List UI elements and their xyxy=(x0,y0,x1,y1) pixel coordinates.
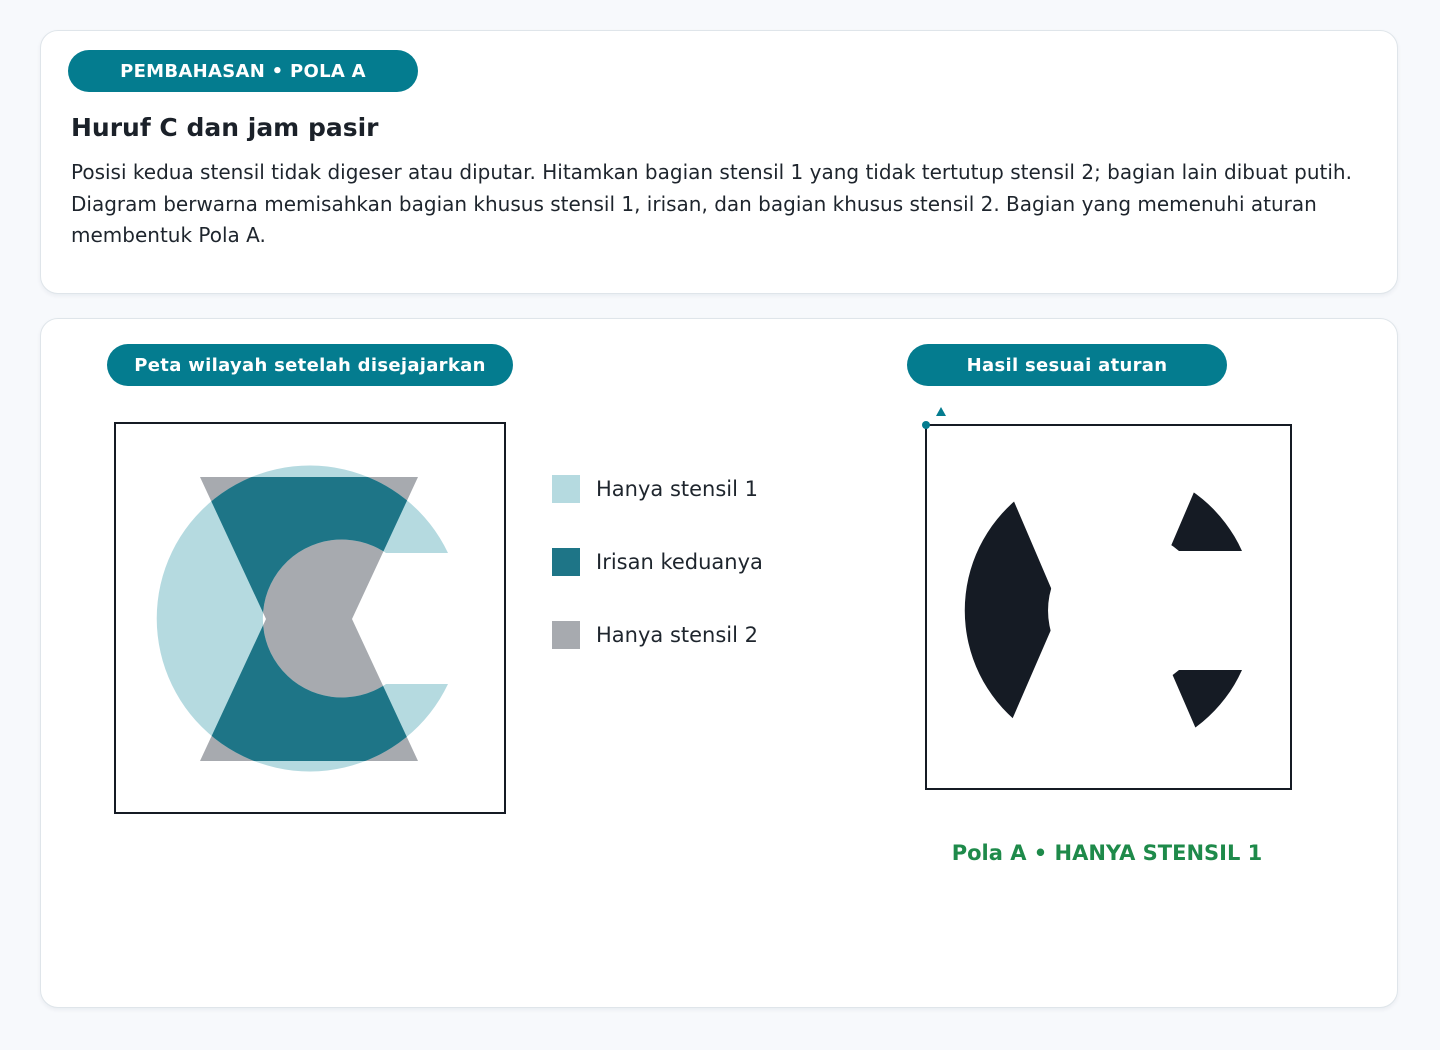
result-pattern xyxy=(919,407,1299,791)
legend-label: Irisan keduanya xyxy=(596,550,763,574)
region-map xyxy=(114,422,508,816)
legend-swatch xyxy=(552,475,580,503)
map-panel-title: Peta wilayah setelah disejajarkan xyxy=(107,344,513,386)
legend-item-stencil-2 xyxy=(552,621,758,649)
section-badge: PEMBAHASAN • POLA A xyxy=(68,50,418,92)
result-panel-title: Hasil sesuai aturan xyxy=(907,344,1227,386)
diagram-card xyxy=(40,318,1398,1008)
legend-swatch xyxy=(552,621,580,649)
corner-marker-arrow xyxy=(936,407,946,416)
legend-item-stencil-1 xyxy=(552,475,758,503)
legend-label: Hanya stensil 1 xyxy=(596,477,758,501)
instruction-text: Posisi kedua stensil tidak digeser atau diputar. Hitamkan bagian stensil 1 yang tidak tertutup stensil 2; bagian lain dibuat putih. Diagram berwarna memisahkan bagian khusus stensil 1, irisan, dan bagian khusus stensil 2. Bagian yang memenuhi aturan membentuk Pola A. xyxy=(71,160,1352,247)
legend-label: Hanya stensil 2 xyxy=(596,623,758,647)
result-caption: Pola A • HANYA STENSIL 1 xyxy=(951,841,1263,865)
legend-swatch xyxy=(552,548,580,576)
page-title: Huruf C dan jam pasir xyxy=(71,113,379,142)
legend-item-intersection xyxy=(552,548,763,576)
intro-card xyxy=(40,30,1398,294)
corner-marker-dot xyxy=(922,421,930,429)
